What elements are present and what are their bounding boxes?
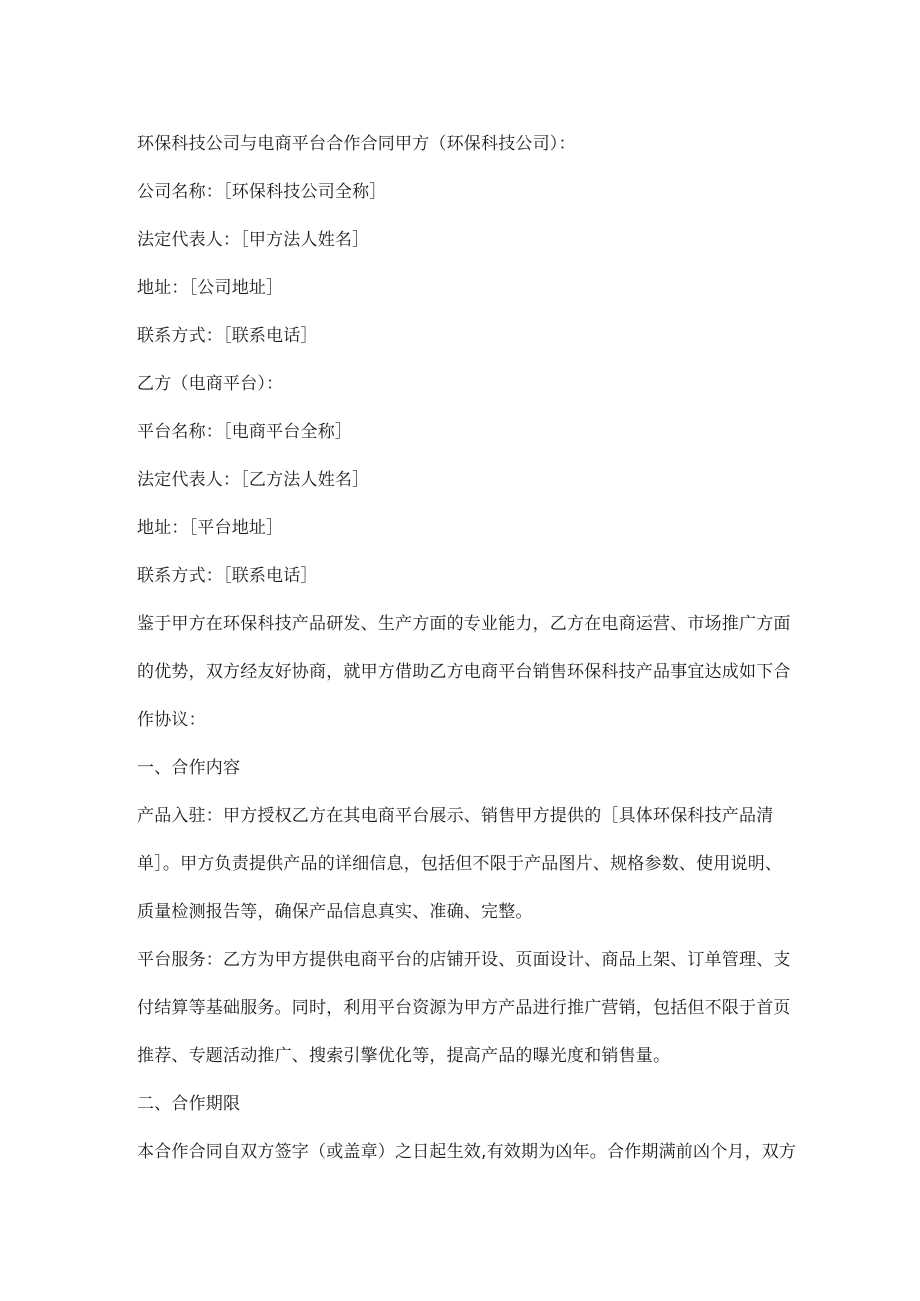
party-b-address: 地址：［平台地址］ [137, 518, 284, 538]
party-b-contact: 联系方式：［联系电话］ [137, 566, 318, 586]
preamble-row: 作协议： [137, 710, 206, 730]
document-body [137, 128, 797, 1184]
preamble-paragraph [137, 608, 791, 736]
preamble-row: 鉴于甲方在环保科技产品研发、生产方面的专业能力，乙方在电商运营、市场推广方面 [137, 614, 791, 634]
term-row: 本合作合同自双方签字（或盖章）之日起生效,有效期为凶年。合作期满前凶个月，双方 [137, 1142, 797, 1162]
platform-service-row: 平台服务：乙方为甲方提供电商平台的店铺开设、页面设计、商品上架、订单管理、支 [137, 950, 791, 970]
product-entry-row: 质量检测报告等，确保产品信息真实、准确、完整。 [137, 902, 533, 922]
party-b-legal-representative: 法定代表人：［乙方法人姓名］ [137, 470, 370, 490]
party-a-company-name: 公司名称：［环保科技公司全称］ [137, 182, 387, 202]
party-b-header: 乙方（电商平台）： [137, 374, 284, 394]
product-entry-row: 产品入驻：甲方授权乙方在其电商平台展示、销售甲方提供的［具体环保科技产品清 [137, 806, 774, 826]
contract-title-line: 环保科技公司与电商平台合作合同甲方（环保科技公司）： [137, 134, 576, 154]
party-b-platform-name: 平台名称：［电商平台全称］ [137, 422, 353, 442]
preamble-row: 的优势，双方经友好协商，就甲方借助乙方电商平台销售环保科技产品事宜达成如下合 [137, 662, 791, 682]
party-a-contact: 联系方式：［联系电话］ [137, 326, 318, 346]
platform-service-row: 推荐、专题活动推广、搜索引擎优化等，提高产品的曝光度和销售量。 [137, 1046, 671, 1066]
platform-service-row: 付结算等基础服务。同时，利用平台资源为甲方产品进行推广营销，包括但不限于首页 [137, 998, 791, 1018]
party-a-address: 地址：［公司地址］ [137, 278, 284, 298]
product-entry-paragraph [137, 800, 787, 928]
section-1-heading: 一、合作内容 [137, 758, 241, 778]
party-a-legal-representative: 法定代表人：［甲方法人姓名］ [137, 230, 370, 250]
product-entry-row: 单］。甲方负责提供产品的详细信息，包括但不限于产品图片、规格参数、使用说明、 [137, 854, 783, 874]
platform-service-paragraph [137, 944, 791, 1072]
section-2-heading: 二、合作期限 [137, 1094, 241, 1114]
term-paragraph [137, 1136, 797, 1168]
